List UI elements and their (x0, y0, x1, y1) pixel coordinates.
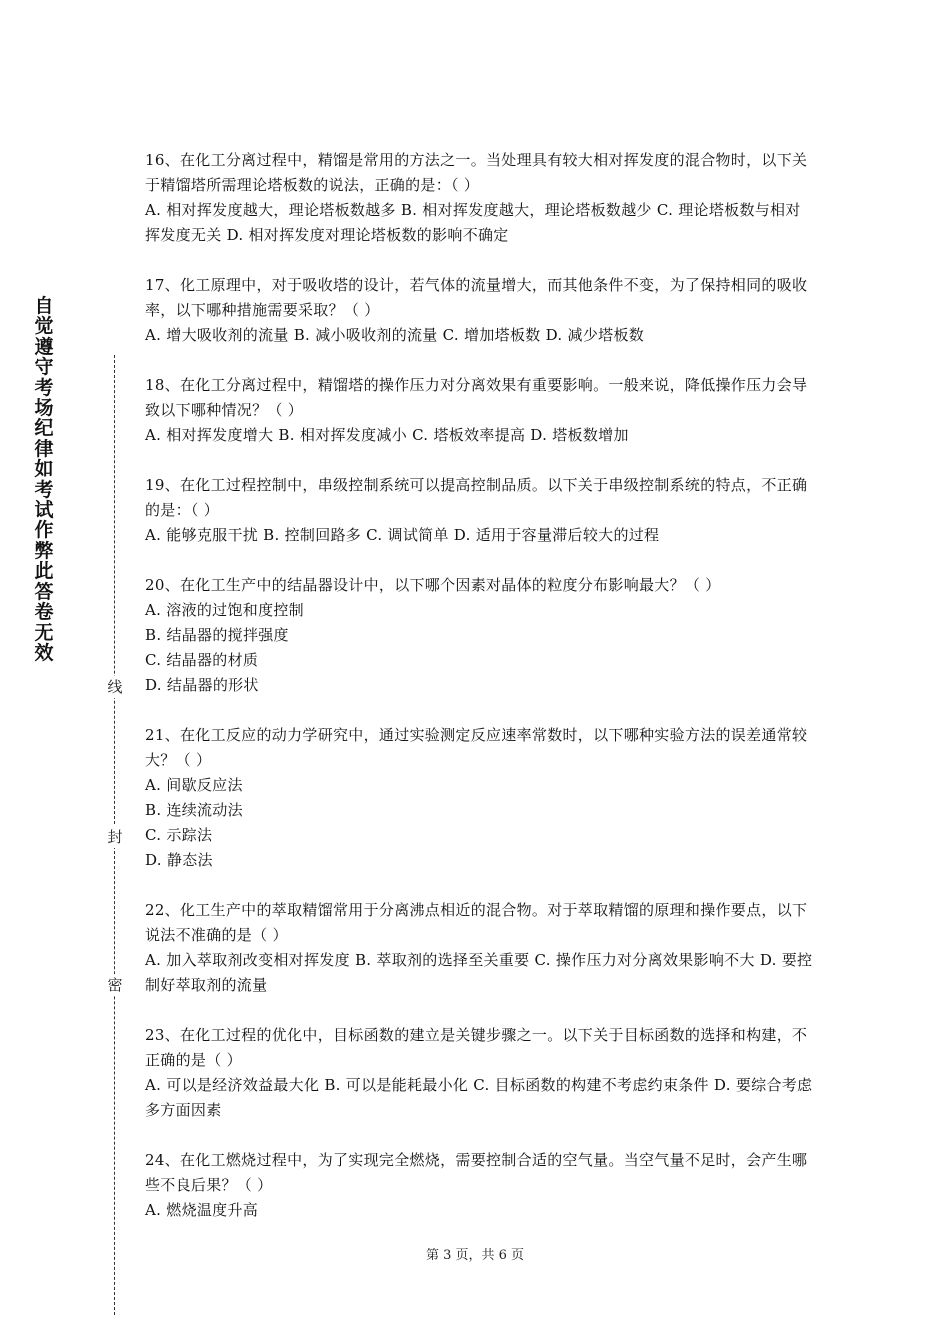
question-stem: 16、在化工分离过程中，精馏是常用的方法之一。当处理具有较大相对挥发度的混合物时，以下关于精馏塔所需理论塔板数的说法，正确的是：（ ） (145, 151, 808, 194)
question-item (145, 473, 815, 548)
question-stem: 21、在化工反应的动力学研究中，通过实验测定反应速率常数时，以下哪种实验方法的误差通常较大？（ ） (145, 726, 808, 769)
question-option: A. 溶液的过饱和度控制 (145, 601, 304, 619)
question-stem: 20、在化工生产中的结晶器设计中，以下哪个因素对晶体的粒度分布影响最大？（ ） (145, 576, 721, 594)
question-item (145, 373, 815, 448)
question-option: A. 相对挥发度越大，理论塔板数越多 B. 相对挥发度越大，理论塔板数越少 C. 理论塔板数与相对挥发度无关 D. 相对挥发度对理论塔板数的影响不确定 (145, 201, 801, 244)
question-item (145, 148, 815, 248)
question-item (145, 723, 815, 873)
question-option: A. 能够克服干扰 B. 控制回路多 C. 调试简单 D. 适用于容量滞后较大的过程 (145, 526, 660, 544)
binding-mark-mi: 密 (104, 974, 126, 996)
question-option: A. 增大吸收剂的流量 B. 减小吸收剂的流量 C. 增加塔板数 D. 减少塔板数 (145, 326, 645, 344)
question-item (145, 1148, 815, 1223)
question-stem: 17、化工原理中，对于吸收塔的设计，若气体的流量增大，而其他条件不变，为了保持相同的吸收率，以下哪种措施需要采取？（ ） (145, 276, 808, 319)
binding-mark-feng: 封 (104, 826, 126, 848)
question-option: A. 燃烧温度升高 (145, 1201, 259, 1219)
question-stem: 19、在化工过程控制中，串级控制系统可以提高控制品质。以下关于串级控制系统的特点，不正确的是：（ ） (145, 476, 808, 519)
question-item (145, 898, 815, 998)
question-option: A. 加入萃取剂改变相对挥发度 B. 萃取剂的选择至关重要 C. 操作压力对分离效果影响不大 D. 要控制好萃取剂的流量 (145, 951, 813, 994)
page-number: 第 3 页，共 6 页 (425, 1248, 525, 1263)
question-item (145, 573, 815, 698)
question-option: D. 结晶器的形状 (145, 676, 259, 694)
question-stem: 18、在化工分离过程中，精馏塔的操作压力对分离效果有重要影响。一般来说，降低操作压力会导致以下哪种情况？（ ） (145, 376, 808, 419)
question-option: C. 示踪法 (145, 826, 213, 844)
exam-discipline-warning: 自觉遵守考场纪律如考试作弊此答卷无效 (34, 295, 54, 664)
binding-mark-xian: 线 (104, 676, 126, 698)
question-stem: 22、化工生产中的萃取精馏常用于分离沸点相近的混合物。对于萃取精馏的原理和操作要点，以下说法不准确的是（ ） (145, 901, 808, 944)
question-option: D. 静态法 (145, 851, 213, 869)
question-option: A. 可以是经济效益最大化 B. 可以是能耗最小化 C. 目标函数的构建不考虑约束条件 D. 要综合考虑多方面因素 (145, 1076, 813, 1119)
question-option: B. 连续流动法 (145, 801, 243, 819)
question-option: A. 间歇反应法 (145, 776, 243, 794)
question-item (145, 1023, 815, 1123)
question-stem: 24、在化工燃烧过程中，为了实现完全燃烧，需要控制合适的空气量。当空气量不足时，会产生哪些不良后果？（ ） (145, 1151, 808, 1194)
question-option: C. 结晶器的材质 (145, 651, 259, 669)
question-option: B. 结晶器的搅拌强度 (145, 626, 289, 644)
question-item (145, 273, 815, 348)
question-option: A. 相对挥发度增大 B. 相对挥发度减小 C. 塔板效率提高 D. 塔板数增加 (145, 426, 629, 444)
question-stem: 23、在化工过程的优化中，目标函数的建立是关键步骤之一。以下关于目标函数的选择和构建，不正确的是（ ） (145, 1026, 808, 1069)
question-list (145, 148, 815, 1248)
